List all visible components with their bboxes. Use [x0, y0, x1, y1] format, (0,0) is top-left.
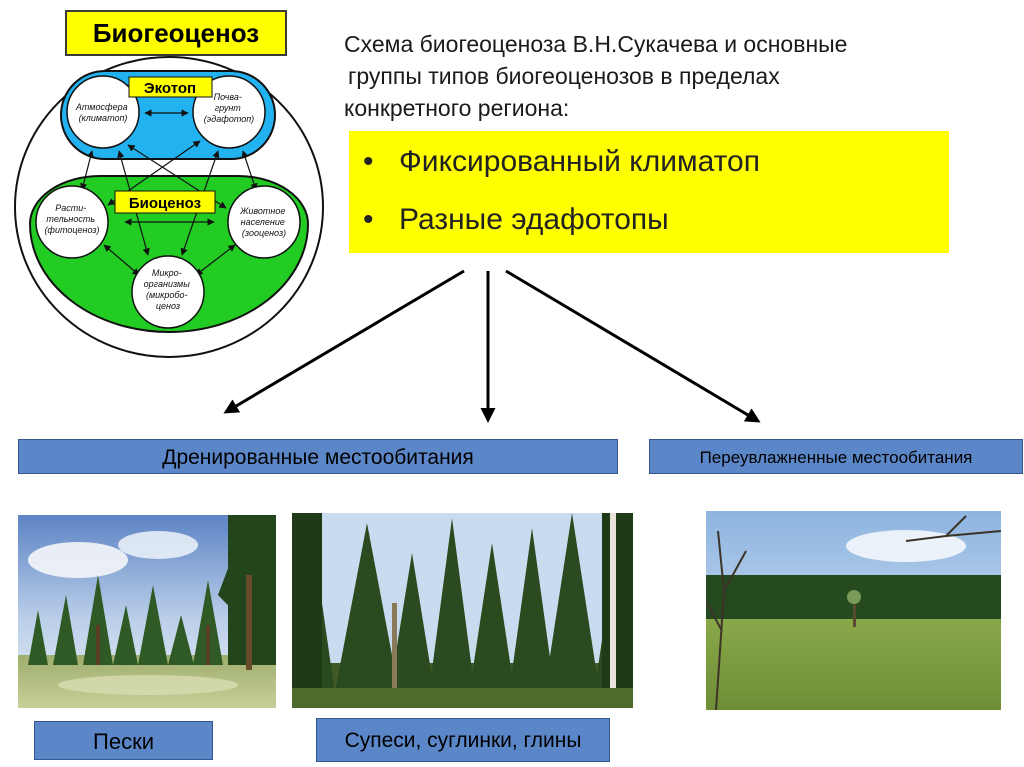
- bullet-text: Разные эдафотопы: [399, 203, 669, 236]
- schema-line-1: Схема биогеоценоза В.Н.Сукачева и основные: [344, 31, 848, 57]
- loams-label: Супеси, суглинки, глины: [316, 718, 610, 762]
- bullet-item: [363, 145, 760, 179]
- bullet-dot: •: [363, 145, 374, 178]
- page-title: Биогеоценоз: [65, 10, 287, 56]
- schema-description: [344, 28, 1004, 124]
- drained-habitats-bar: Дренированные местообитания: [18, 439, 618, 474]
- bullet-item: [363, 203, 669, 237]
- waterlogged-habitats-bar: Переувлажненные местообитания: [649, 439, 1023, 474]
- biogeocenosis-diagram: [0, 0, 340, 365]
- biocenosis-label: Биоценоз: [128, 195, 202, 212]
- spruce-forest-photo: [292, 513, 633, 708]
- vegetation-label: Расти- тельность (фитоценоз): [44, 203, 100, 235]
- bullet-panel: [349, 131, 949, 253]
- schema-line-2: группы типов биогеоценозов в пределах: [348, 63, 780, 89]
- bog-photo: [706, 511, 1001, 710]
- bullet-text: Фиксированный климатоп: [399, 145, 760, 178]
- arrow-right: [506, 271, 758, 421]
- sands-label: Пески: [34, 721, 213, 760]
- animals-label: Животное население (зооценоз): [240, 206, 287, 238]
- pine-forest-photo: [18, 515, 276, 708]
- bullet-dot: •: [363, 203, 374, 236]
- microbes-label: Микро- организмы (микробо- ценоз: [143, 268, 190, 311]
- ecotop-label: Экотоп: [143, 80, 197, 97]
- atmosphere-label: Атмосфера (климатоп): [75, 102, 128, 123]
- schema-line-3: конкретного региона:: [344, 95, 570, 121]
- soil-label: Почва- грунт (эдафотоп): [203, 92, 255, 124]
- atmosphere-node: [67, 76, 139, 148]
